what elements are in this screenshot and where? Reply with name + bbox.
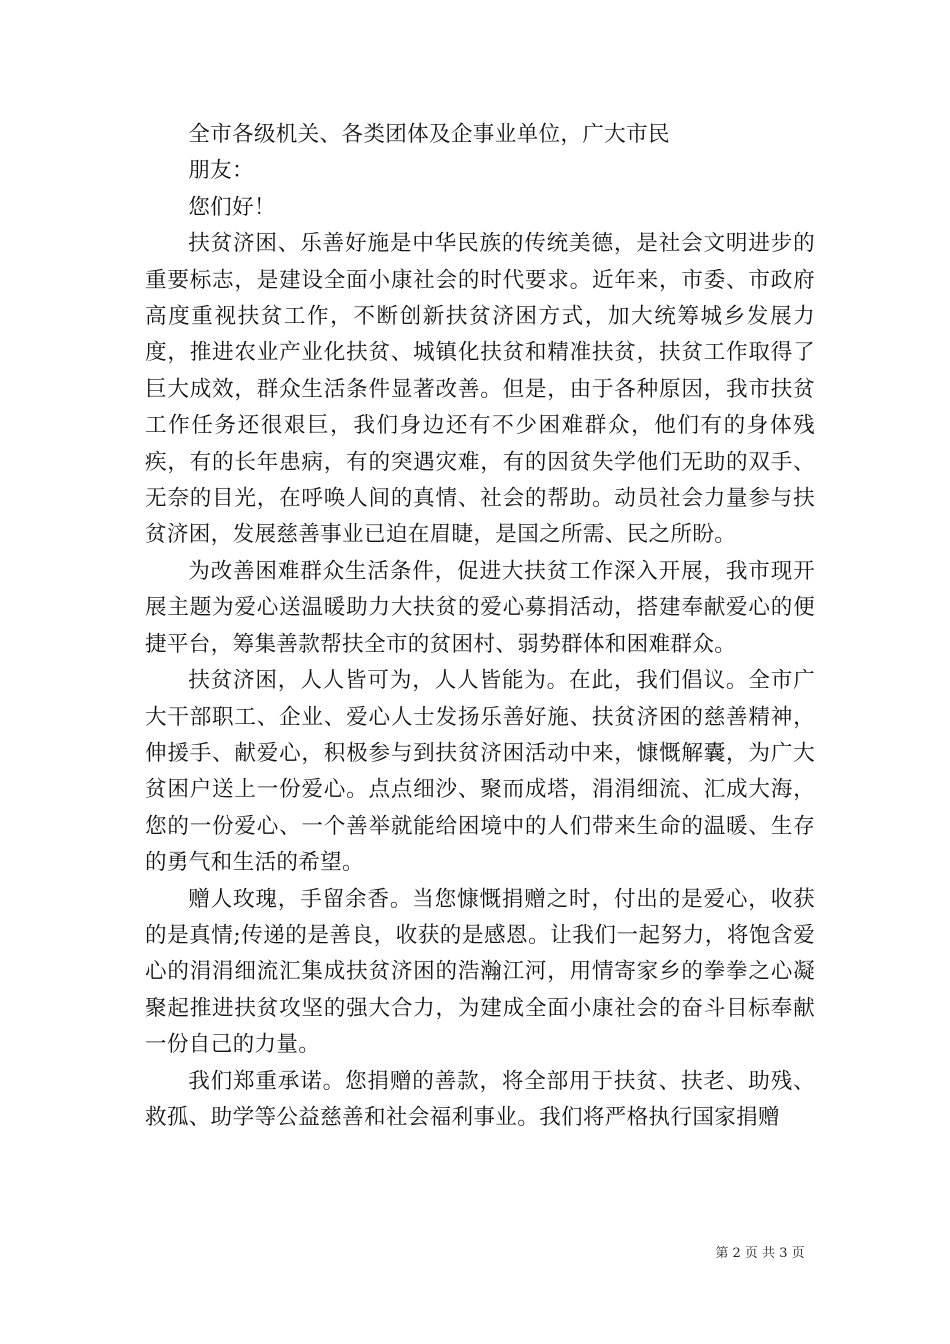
paragraph-2: 为改善困难群众生活条件，促进大扶贫工作深入开展，我市现开展主题为爱心送温暖助力大扶贫的爱心募捐活动，搭建奉献爱心的便捷平台，筹集善款帮扶全市的贫困村、弱势群体和困难群众。	[145, 558, 815, 657]
salutation-line-1: 全市各级机关、各类团体及企事业单位，广大市民	[188, 122, 670, 147]
paragraph-5: 我们郑重承诺。您捐赠的善款，将全部用于扶贫、扶老、助残、救孤、助学等公益慈善和社会福利事业。我们将严格执行国家捐赠	[145, 1068, 815, 1130]
salutation-line-2: 朋友：	[188, 158, 254, 184]
greeting: 您们好！	[188, 194, 276, 220]
letter-body	[145, 117, 815, 1136]
paragraph-4: 赠人玫瑰，手留余香。当您慷慨捐赠之时，付出的是爱心，收获的是真情;传递的是善良，收获的是感恩。让我们一起努力，将饱含爱心的涓涓细流汇集成扶贫济困的浩瀚江河，用情寄家乡的拳拳之心凝聚起推进扶贫攻坚的强大合力，为建成全面小康社会的奋斗目标奉献一份自己的力量。	[145, 886, 815, 1058]
paragraph-1: 扶贫济困、乐善好施是中华民族的传统美德，是社会文明进步的重要标志，是建设全面小康社会的时代要求。近年来，市委、市政府高度重视扶贫工作，不断创新扶贫济困方式，加大统筹城乡发展力度，推进农业产业化扶贫、城镇化扶贫和精准扶贫，扶贫工作取得了巨大成效，群众生活条件显著改善。但是，由于各种原因，我市扶贫工作任务还很艰巨，我们身边还有不少困难群众，他们有的身体残疾，有的长年患病，有的突遇灾难，有的因贫失学他们无助的双手、无奈的目光，在呼唤人间的真情、社会的帮助。动员社会力量参与扶贫济困，发展慈善事业已迫在眉睫，是国之所需、民之所盼。	[145, 231, 815, 548]
page-number-footer: 第 2 页 共 3 页	[715, 1246, 805, 1261]
paragraph-3: 扶贫济困，人人皆可为，人人皆能为。在此，我们倡议。全市广大干部职工、企业、爱心人士发扬乐善好施、扶贫济困的慈善精神，伸援手、献爱心，积极参与到扶贫济困活动中来，慷慨解囊，为广大贫困户送上一份爱心。点点细沙、聚而成塔，涓涓细流、汇成大海，您的一份爱心、一个善举就能给困境中的人们带来生命的温暖、生存的勇气和生活的希望。	[145, 668, 815, 876]
